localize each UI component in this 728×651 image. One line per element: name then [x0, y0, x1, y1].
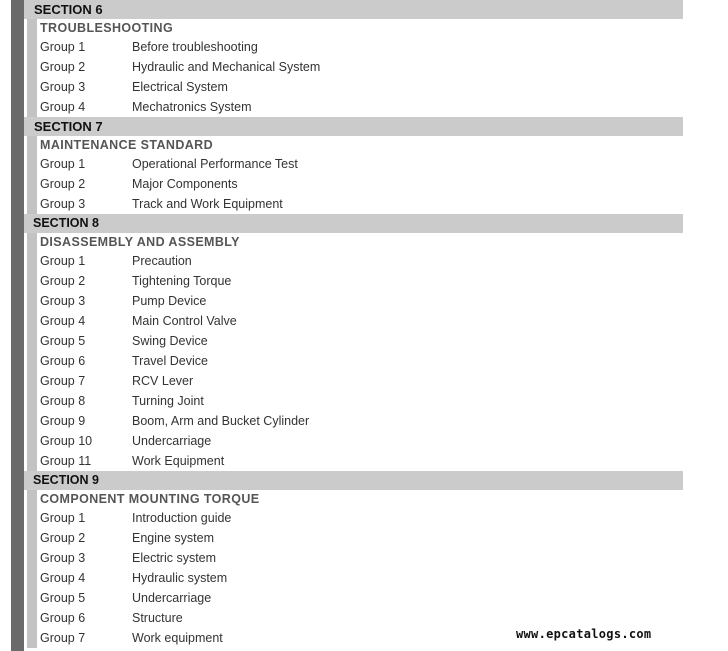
left-margin-bar — [11, 0, 24, 651]
group-row[interactable] — [40, 588, 683, 608]
group-title: Major Components — [132, 177, 238, 191]
group-title: Work Equipment — [132, 454, 225, 468]
group-title: Main Control Valve — [132, 314, 237, 328]
group-number: Group 1 — [40, 157, 86, 171]
group-row[interactable] — [40, 391, 683, 411]
group-number: Group 11 — [40, 454, 92, 468]
group-number: Group 1 — [40, 40, 86, 54]
section-body — [24, 136, 683, 214]
group-number: Group 3 — [40, 80, 86, 94]
group-row[interactable] — [40, 154, 683, 174]
group-row[interactable] — [40, 451, 683, 471]
group-title: Mechatronics System — [132, 100, 252, 114]
group-number: Group 5 — [40, 334, 86, 348]
section-side-bar — [27, 490, 37, 648]
group-number: Group 4 — [40, 571, 86, 585]
group-row[interactable] — [40, 331, 683, 351]
group-number: Group 3 — [40, 551, 86, 565]
group-number: Group 4 — [40, 100, 86, 114]
group-number: Group 2 — [40, 274, 86, 288]
group-number: Group 3 — [40, 197, 86, 211]
table-of-contents — [24, 0, 683, 648]
group-row[interactable] — [40, 548, 683, 568]
group-number: Group 2 — [40, 531, 86, 545]
group-row[interactable] — [40, 568, 683, 588]
group-title: Pump Device — [132, 294, 207, 308]
section-body — [24, 490, 683, 648]
group-title: Track and Work Equipment — [132, 197, 283, 211]
group-row[interactable] — [40, 97, 683, 117]
group-row[interactable] — [40, 77, 683, 97]
group-number: Group 10 — [40, 434, 93, 448]
group-title: Precaution — [132, 254, 192, 268]
group-title: Work equipment — [132, 631, 223, 645]
group-number: Group 4 — [40, 314, 86, 328]
group-title: Turning Joint — [132, 394, 204, 408]
group-row[interactable] — [40, 311, 683, 331]
group-row[interactable] — [40, 508, 683, 528]
group-number: Group 6 — [40, 611, 86, 625]
group-title: Tightening Torque — [132, 274, 232, 288]
group-title: Introduction guide — [132, 511, 232, 525]
group-title: Undercarriage — [132, 591, 212, 605]
group-title: Undercarriage — [132, 434, 212, 448]
group-number: Group 3 — [40, 294, 86, 308]
group-row[interactable] — [40, 37, 683, 57]
group-number: Group 2 — [40, 177, 86, 191]
group-number: Group 1 — [40, 511, 86, 525]
group-title: Hydraulic system — [132, 571, 228, 585]
group-row[interactable] — [40, 251, 683, 271]
group-row[interactable] — [40, 431, 683, 451]
group-row[interactable] — [40, 271, 683, 291]
group-number: Group 2 — [40, 60, 86, 74]
group-title: Travel Device — [132, 354, 208, 368]
group-row[interactable] — [40, 371, 683, 391]
section-subtitle: COMPONENT MOUNTING TORQUE — [40, 492, 260, 506]
section-header: SECTION 7 — [24, 117, 683, 136]
group-row[interactable] — [40, 351, 683, 371]
group-title: Boom, Arm and Bucket Cylinder — [132, 414, 310, 428]
group-number: Group 5 — [40, 591, 86, 605]
group-title: Structure — [132, 611, 183, 625]
group-title: RCV Lever — [132, 374, 194, 388]
group-number: Group 1 — [40, 254, 86, 268]
section-subtitle: MAINTENANCE STANDARD — [40, 138, 214, 152]
section-body — [24, 233, 683, 471]
group-row[interactable] — [40, 57, 683, 77]
section-subtitle: DISASSEMBLY AND ASSEMBLY — [40, 235, 240, 249]
group-row[interactable] — [40, 174, 683, 194]
section-side-bar — [27, 233, 37, 471]
watermark: www.epcatalogs.com — [516, 627, 652, 641]
group-number: Group 6 — [40, 354, 86, 368]
section-side-bar — [27, 19, 37, 117]
section-subtitle: TROUBLESHOOTING — [40, 21, 174, 35]
group-row[interactable] — [40, 194, 683, 214]
section-header: SECTION 6 — [24, 0, 683, 19]
section-header: SECTION 9 — [24, 471, 683, 490]
section-header: SECTION 8 — [24, 214, 683, 233]
group-number: Group 7 — [40, 374, 86, 388]
group-number: Group 9 — [40, 414, 86, 428]
group-number: Group 7 — [40, 631, 86, 645]
group-title: Operational Performance Test — [132, 157, 298, 171]
group-number: Group 8 — [40, 394, 86, 408]
group-title: Electrical System — [132, 80, 228, 94]
section-side-bar — [27, 136, 37, 214]
group-row[interactable] — [40, 291, 683, 311]
group-title: Engine system — [132, 531, 214, 545]
group-title: Hydraulic and Mechanical System — [132, 60, 321, 74]
group-title: Electric system — [132, 551, 217, 565]
group-row[interactable] — [40, 608, 683, 628]
group-row[interactable] — [40, 528, 683, 548]
group-title: Before troubleshooting — [132, 40, 258, 54]
section-body — [24, 19, 683, 117]
group-title: Swing Device — [132, 334, 208, 348]
group-row[interactable] — [40, 411, 683, 431]
